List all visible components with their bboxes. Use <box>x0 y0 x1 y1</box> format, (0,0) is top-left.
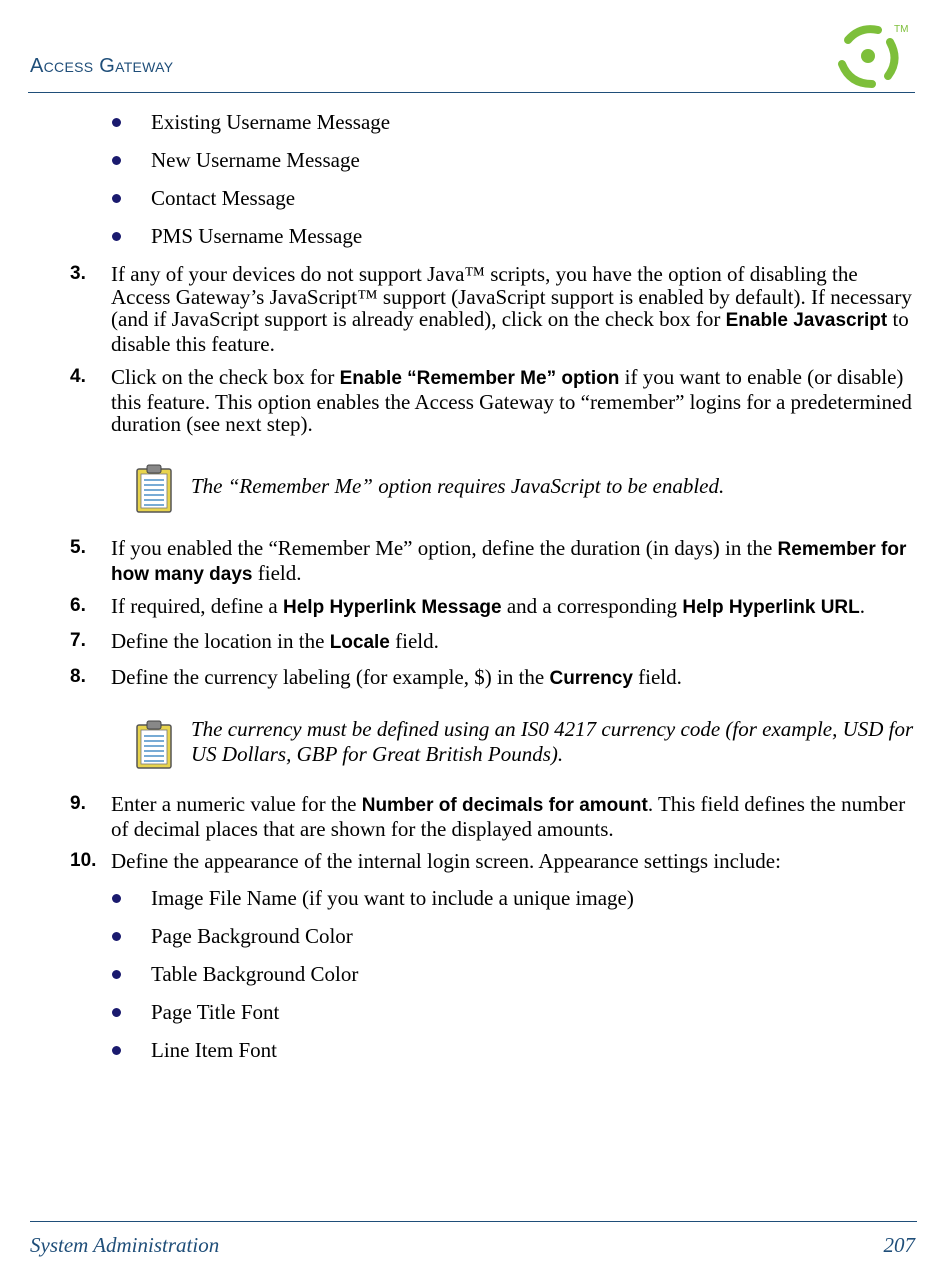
step-number: 3. <box>70 263 86 284</box>
step-text: If required, define a Help Hyperlink Message and a corresponding Help Hyperlink URL. <box>111 594 865 618</box>
step-text: Click on the check box for Enable “Remember Me” option if you want to enable (or disable) this feature. This option enables the Access Gateway to “remember” logins for a predetermined duration (see next step). <box>111 365 912 436</box>
bullet-icon <box>112 1046 121 1055</box>
step-number: 8. <box>70 666 86 687</box>
swirl-logo-icon <box>830 20 912 90</box>
step-number: 9. <box>70 793 86 814</box>
list-item: Existing Username Message <box>0 109 390 147</box>
bullet-icon <box>112 156 121 165</box>
running-header-title: Access Gateway <box>30 55 174 77</box>
top-bullet-list <box>0 109 390 261</box>
clipboard-note-icon <box>135 464 173 514</box>
logo-tm: TM <box>894 24 909 35</box>
list-item: Page Background Color <box>0 923 634 961</box>
step-number: 5. <box>70 537 86 558</box>
bullet-icon <box>112 232 121 241</box>
step-text: If you enabled the “Remember Me” option, define the duration (in days) in the Remember for how many days field. <box>111 536 907 585</box>
bullet-icon <box>112 932 121 941</box>
step-text: Enter a numeric value for the Number of decimals for amount. This field defines the number of decimal places that are shown for the displayed amounts. <box>111 792 906 841</box>
list-item: Contact Message <box>0 185 390 223</box>
list-item: New Username Message <box>0 147 390 185</box>
page-number: 207 <box>883 1233 915 1257</box>
appearance-bullet-list <box>0 885 634 1075</box>
bullet-icon <box>112 194 121 203</box>
list-item: Line Item Font <box>0 1037 634 1075</box>
step-number: 4. <box>70 366 86 387</box>
step-text: Define the location in the Locale field. <box>111 629 439 653</box>
step-number: 7. <box>70 630 86 651</box>
list-item: PMS Username Message <box>0 223 390 261</box>
list-item: Table Background Color <box>0 961 634 999</box>
note-text: The “Remember Me” option requires JavaScript to be enabled. <box>191 474 725 498</box>
bullet-icon <box>112 1008 121 1017</box>
list-item: Page Title Font <box>0 999 634 1037</box>
bullet-icon <box>112 894 121 903</box>
footer-rule <box>30 1221 917 1222</box>
bullet-icon <box>112 118 121 127</box>
step-number: 6. <box>70 595 86 616</box>
header-rule <box>28 92 915 93</box>
step-text: If any of your devices do not support Java™ scripts, you have the option of disabling the Access Gateway’s JavaScript™ support (JavaScript support is enabled by default). If necessary (and if JavaScript support is already enabled), click on the check box for Enable Javascript to disable this feature. <box>111 262 912 356</box>
footer-section-title: System Administration <box>30 1233 220 1257</box>
note-text: The currency must be defined using an IS0 4217 currency code (for example, USD for US Dollars, GBP for Great British Pounds). <box>191 717 914 766</box>
step-text: Define the appearance of the internal login screen. Appearance settings include: <box>111 849 781 873</box>
clipboard-note-icon <box>135 720 173 770</box>
step-number: 10. <box>70 850 97 871</box>
bullet-icon <box>112 970 121 979</box>
list-item: Image File Name (if you want to include a unique image) <box>0 885 634 923</box>
step-text: Define the currency labeling (for example, $) in the Currency field. <box>111 665 682 689</box>
